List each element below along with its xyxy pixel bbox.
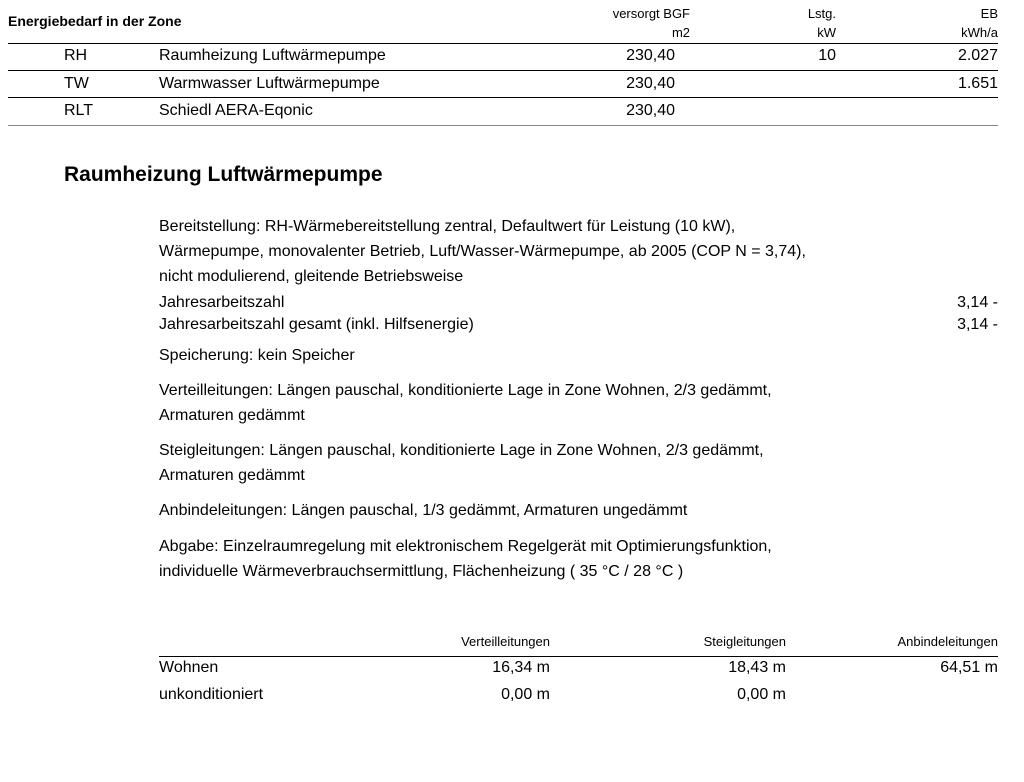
row-code: RH — [64, 47, 88, 64]
abgabe-line: Abgabe: Einzelraumregelung mit elektronischem Regelgerät mit Optimierungsfunktion, — [159, 538, 772, 555]
section-title: Raumheizung Luftwärmepumpe — [64, 163, 383, 186]
table-header-rule — [8, 43, 998, 44]
pipe-row-steig: 0,00 m — [737, 686, 786, 703]
row-description: Raumheizung Luftwärmepumpe — [159, 47, 386, 64]
jaz-label: Jahresarbeitszahl — [159, 294, 285, 311]
row-lstg: 10 — [818, 47, 836, 64]
zone-table-title: Energiebedarf in der Zone — [8, 13, 182, 29]
row-eb: 1.651 — [957, 75, 998, 92]
row-bgf: 230,40 — [626, 102, 675, 119]
header-lstg-unit: kW — [817, 25, 836, 40]
verteil-line: Verteilleitungen: Längen pauschal, konditionierte Lage in Zone Wohnen, 2/3 gedämmt, — [159, 382, 772, 399]
header-anbindeleitungen: Anbindeleitungen — [897, 634, 998, 649]
pipe-row-anbinde: 64,51 m — [940, 659, 998, 676]
header-eb-unit: kWh/a — [961, 25, 998, 40]
row-rule — [8, 97, 998, 98]
bereitstellung-line: Bereitstellung: RH-Wärmebereitstellung zentral, Defaultwert für Leistung (10 kW), — [159, 218, 736, 235]
header-bgf: versorgt BGF — [612, 6, 690, 21]
header-verteilleitungen: Verteilleitungen — [461, 634, 550, 649]
pipe-table-rule — [159, 656, 998, 657]
header-bgf-unit: m2 — [671, 25, 690, 40]
steig-line: Steigleitungen: Längen pauschal, konditionierte Lage in Zone Wohnen, 2/3 gedämmt, — [159, 442, 764, 459]
row-eb: 2.027 — [957, 47, 998, 64]
jaz-total-label: Jahresarbeitszahl gesamt (inkl. Hilfsenergie) — [159, 316, 474, 333]
row-code: RLT — [64, 102, 94, 119]
verteil-line: Armaturen gedämmt — [159, 407, 305, 424]
anbindeleitungen-text: Anbindeleitungen: Längen pauschal, 1/3 gedämmt, Armaturen ungedämmt — [159, 502, 688, 519]
header-eb: EB — [980, 6, 998, 21]
row-bgf: 230,40 — [626, 47, 675, 64]
row-description: Warmwasser Luftwärmepumpe — [159, 75, 380, 92]
row-description: Schiedl AERA-Eqonic — [159, 102, 313, 119]
pipe-row-label: unkonditioniert — [159, 686, 264, 703]
bereitstellung-line: nicht modulierend, gleitende Betriebsweise — [159, 268, 464, 285]
pipe-row-steig: 18,43 m — [728, 659, 786, 676]
row-bgf: 230,40 — [626, 75, 675, 92]
table-bottom-rule — [8, 125, 998, 126]
abgabe-line: individuelle Wärmeverbrauchsermittlung, Flächenheizung ( 35 °C / 28 °C ) — [159, 563, 684, 580]
header-steigleitungen: Steigleitungen — [703, 634, 786, 649]
header-lstg: Lstg. — [807, 6, 836, 21]
jaz-total-value: 3,14 - — [957, 316, 998, 333]
pipe-row-verteil: 16,34 m — [492, 659, 550, 676]
bereitstellung-line: Wärmepumpe, monovalenter Betrieb, Luft/Wasser-Wärmepumpe, ab 2005 (COP N = 3,74), — [159, 243, 806, 260]
jaz-value: 3,14 - — [957, 294, 998, 311]
speicherung-text: Speicherung: kein Speicher — [159, 347, 355, 364]
pipe-row-label: Wohnen — [159, 659, 219, 676]
row-rule — [8, 70, 998, 71]
steig-line: Armaturen gedämmt — [159, 467, 305, 484]
pipe-row-verteil: 0,00 m — [501, 686, 550, 703]
row-code: TW — [64, 75, 89, 92]
